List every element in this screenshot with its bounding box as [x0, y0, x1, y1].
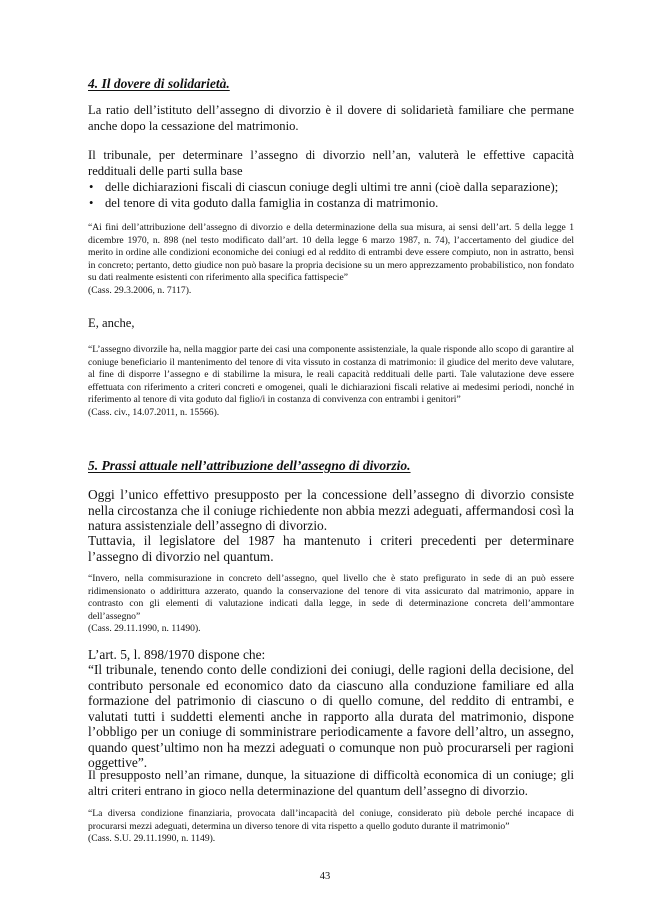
bullet-item: • delle dichiarazioni fiscali di ciascun coniuge degli ultimi tre anni (cioè dalla separazione);: [89, 180, 559, 194]
quote-citation: (Cass. civ., 14.07.2011, n. 15566).: [88, 406, 220, 418]
quote-cass-su-1149: [88, 808, 574, 846]
bullet-item: • del tenore di vita goduto dalla famiglia in costanza di matrimonio.: [89, 195, 439, 210]
paragraph-e-anche: E, anche,: [88, 316, 135, 330]
quote-text: “La diversa condizione finanziaria, provocata dall’incapacità del coniuge, considerato più debole perché incapace di procurarsi mezzi adeguati, determina un diverso tenore di vita rispetto a quello goduto durante il matrimonio”: [88, 808, 574, 832]
quote-cass-15566: [88, 344, 574, 420]
section-4-heading: 4. Il dovere di solidarietà.: [88, 76, 230, 91]
quote-citation: (Cass. 29.11.1990, n. 11490).: [88, 623, 201, 635]
quote-text: “Ai fini dell’attribuzione dell’assegno di divorzio e della determinazione della sua misura, ai sensi dell’art. 5 della legge 1 dicembre 1970, n. 898 (nel testo modificato dall’art. 10 della legge 6 marzo 1987, n. 74), l’accertamento del giudice del merito in ordine alle condizioni economiche dei coniugi ed al reddito di entrambi deve essere compiuto, non in astratto, bensì in concreto; pertanto, detto giudice non può basare la propria decisione su un mero apprezzamento probabilistico, non fondato su dati realmente esistenti con riferimento alla specifica fattispecie”: [88, 222, 574, 284]
quote-cass-7117: [88, 222, 574, 298]
section-5-paragraph-an: Il presupposto nell’an rimane, dunque, la situazione di difficoltà economica di un coniuge; gli altri criteri entrano in gioco nella determinazione del quantum dell’assegno di divorzio.: [88, 768, 574, 798]
section-5-heading: 5. Prassi attuale nell’attribuzione dell’assegno di divorzio.: [88, 458, 411, 473]
quote-text: “Invero, nella commisurazione in concreto dell’assegno, quel livello che è stato prefigurato in sede di an può essere ridimensionato o addirittura azzerato, quando la conservazione del tenore di vita assicurato dal matrimonio, appare in contrasto con gli elementi di valutazione indicati dalla legge, in sede di determinazione concreta dell’ammontare dell’assegno”: [88, 573, 574, 622]
article-5-intro: L’art. 5, l. 898/1970 dispone che:: [88, 647, 266, 662]
quote-cass-11490: [88, 573, 574, 636]
quote-text: “L’assegno divorzile ha, nella maggior parte dei casi una componente assistenziale, la quale risponde allo scopo di garantire al coniuge beneficiario il mantenimento del tenore di vita vissuto in costanza di matrimonio: il giudice del merito deve valutare, al fine di disporre l’assegno e di stabilirne la misura, le reali capacità reddituali delle parti. Tale valutazione deve essere effettuata con riferimento a criteri concreti e omogenei, quali le dichiarazioni fiscali relative ai medesimi periodi, nonché in riferimento al tenore di vita goduto dal figlio/i in costanza di convivenza con entrambi i genitori”: [88, 344, 574, 406]
section-5-paragraph-presupposto: Oggi l’unico effettivo presupposto per la concessione dell’assegno di divorzio consiste nella circostanza che il coniuge richiedente non abbia mezzi adeguati, affermandosi così la natura assistenziale dell’assegno di divorzio.: [88, 487, 574, 533]
quote-citation: (Cass. 29.3.2006, n. 7117).: [88, 284, 192, 296]
bullet-icon: •: [89, 180, 94, 194]
section-5-paragraph-legislatore: Tuttavia, il legislatore del 1987 ha mantenuto i criteri precedenti per determinare l’assegno di divorzio nel quantum.: [88, 533, 574, 564]
article-5-text: “Il tribunale, tenendo conto delle condizioni dei coniugi, delle ragioni della decisione, del contributo personale ed economico dato da ciascuno alla conduzione familiare ed alla formazione del patrimonio di ciascuno o di quello comune, del reddito di entrambi, e valutati tutti i suddetti elementi anche in rapporto alla durata del matrimonio, dispone l’obbligo per un coniuge di somministrare periodicamente a favore dell’altro, un assegno, quando quest’ultimo non ha mezzi adeguati o comunque non può procurarseli per ragioni oggettive”.: [88, 662, 574, 770]
section-4-paragraph-tribunale: Il tribunale, per determinare l’assegno di divorzio nell’an, valuterà le effettive capacità reddituali delle parti sulla base: [88, 148, 574, 178]
page-number: 43: [319, 871, 331, 882]
bullet-icon: •: [89, 195, 94, 210]
quote-citation: (Cass. S.U. 29.11.1990, n. 1149).: [88, 833, 216, 845]
criteria-bullet-list: [88, 180, 574, 211]
section-4-paragraph-ratio: La ratio dell’istituto dell’assegno di divorzio è il dovere di solidarietà familiare che permane anche dopo la cessazione del matrimonio.: [88, 103, 574, 133]
